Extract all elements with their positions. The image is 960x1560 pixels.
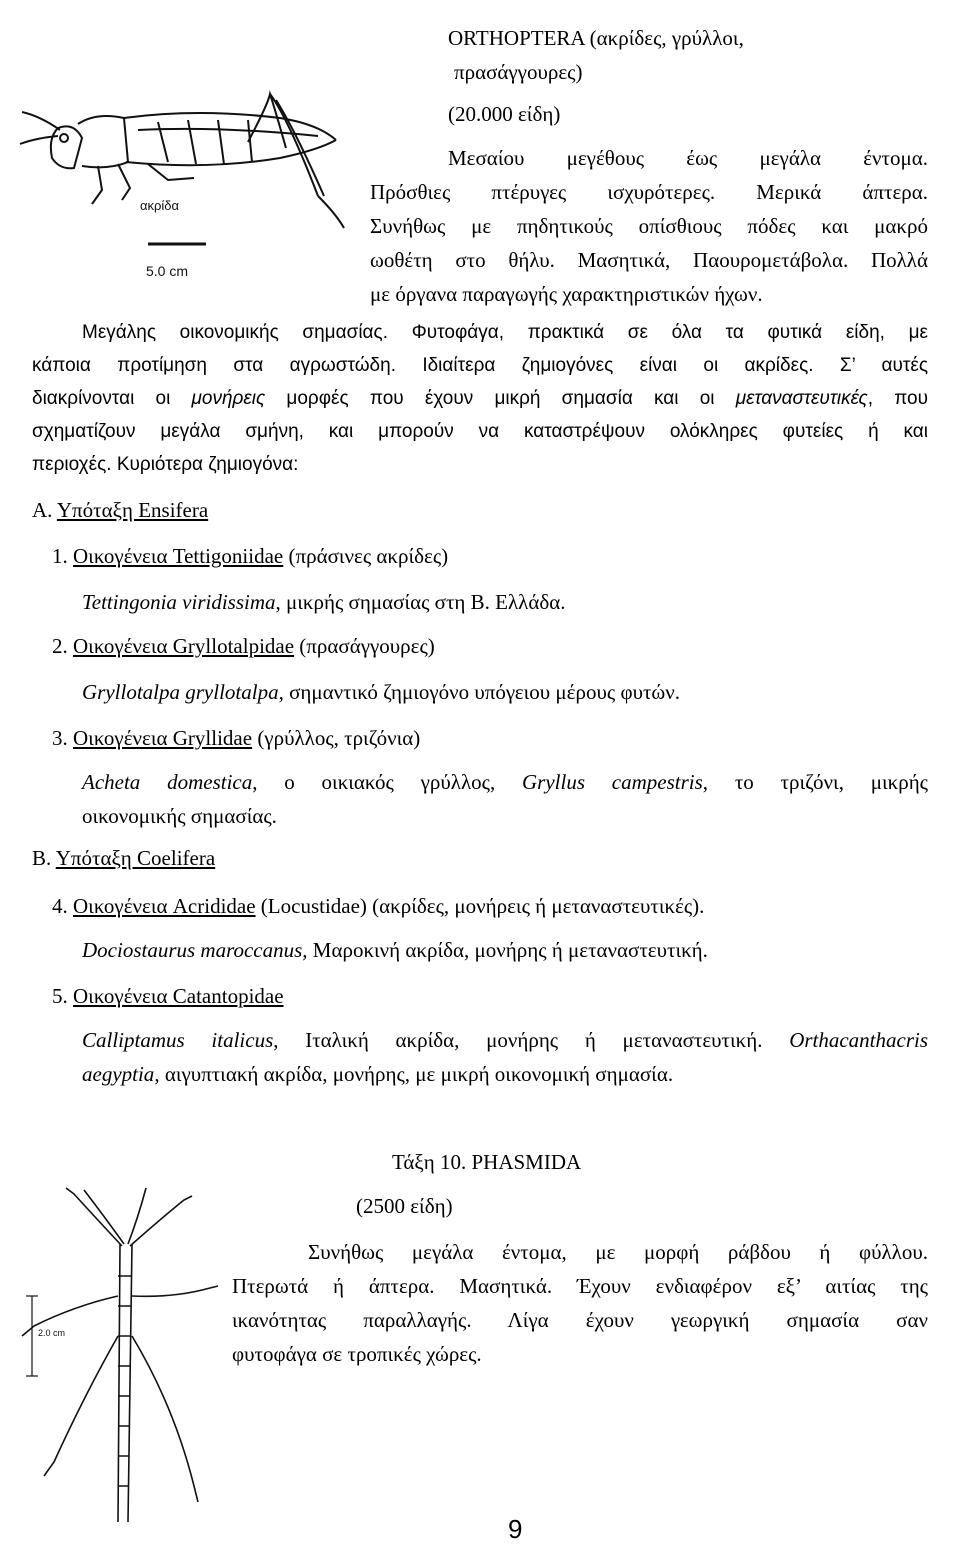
paragraph-line: περιοχές. Κυριότερα ζημιογόνα: [32,454,299,475]
phasmida-species-count: (2500 είδη) [356,1194,453,1218]
species-line: Calliptamus italicus, Ιταλική ακρίδα, μονήρης ή μεταναστευτική. Orthacanthacris [82,1028,929,1052]
phasmida-desc-line: φυτοφάγα σε τροπικές χώρες. [232,1342,482,1366]
paragraph-line: Μεγάλης οικονομικής σημασίας. Φυτοφάγα, πρακτικά σε όλα τα φυτικά είδη, με [82,322,928,343]
orthoptera-desc-line: Μεσαίου μεγέθους έως μεγάλα έντομα. [448,146,928,170]
figure-scale: 5.0 cm [146,263,189,279]
page-number: 9 [508,1514,523,1544]
grasshopper-figure [18,78,348,308]
family-heading: 4. Οικογένεια Acrididae (Locustidae) (ακρίδες, μονήρεις ή μεταναστευτικές). [52,894,705,918]
term-migratory: μεταναστευτικές [735,388,868,409]
suborder-b-heading: Β. Υπόταξη Coelifera [32,846,216,870]
phasmida-desc-line: Πτερωτά ή άπτερα. Μασητικά. Έχουν ενδιαφέρον εξ’ αιτίας της [232,1274,928,1298]
paragraph-line: διακρίνονται οι μονήρεις μορφές που έχουν μικρή σημασία και οι μεταναστευτικές, που [32,388,929,409]
family-heading: 2. Οικογένεια Gryllotalpidae (πρασάγγουρες) [52,634,435,658]
phasmida-title: Τάξη 10. PHASMIDA [392,1150,582,1174]
stick-insect-figure [14,1186,220,1526]
orthoptera-desc-line: ωοθέτη στο θήλυ. Μασητικά, Παουρομετάβολα. Πολλά [370,248,928,272]
figure-label: ακρίδα [140,198,180,213]
family-heading: 5. Οικογένεια Catantopidae [52,984,284,1008]
orthoptera-title-line2: πρασάγγουρες) [454,60,583,84]
figure-scale: 2.0 cm [38,1328,66,1338]
species-line: Tettingonia viridissima, μικρής σημασίας στη Β. Ελλάδα. [82,590,566,614]
phasmida-desc-line: Συνήθως μεγάλα έντομα, με μορφή ράβδου ή φύλλου. [308,1240,928,1264]
suborder-a-heading: Α. Υπόταξη Ensifera [32,498,209,522]
orthoptera-desc-line: με όργανα παραγωγής χαρακτηριστικών ήχων. [370,282,763,306]
species-line: Dociostaurus maroccanus, Μαροκινή ακρίδα, μονήρης ή μεταναστευτική. [82,938,708,962]
orthoptera-desc-line: Συνήθως με πηδητικούς οπίσθιους πόδες και μακρό [370,214,928,238]
term-solitary: μονήρεις [191,388,266,409]
orthoptera-desc-line: Πρόσθιες πτέρυγες ισχυρότερες. Μερικά άπτερα. [370,180,928,204]
phasmida-desc-line: ικανότητας παραλλαγής. Λίγα έχουν γεωργική σημασία σαν [232,1308,928,1332]
species-line: Acheta domestica, ο οικιακός γρύλλος, Gryllus campestris, το τριζόνι, μικρής [82,770,928,794]
species-line-cont: οικονομικής σημασίας. [82,804,277,828]
paragraph-line: κάποια προτίμηση στα αγρωστώδη. Ιδιαίτερα ζημιογόνες είναι οι ακρίδες. Σ’ αυτές [32,355,928,376]
family-heading: 3. Οικογένεια Gryllidae (γρύλλος, τριζόνια) [52,726,421,750]
family-heading: 1. Οικογένεια Tettigoniidae (πράσινες ακρίδες) [52,544,449,568]
species-line-cont: aegyptia, αιγυπτιακή ακρίδα, μονήρης, με μικρή οικονομική σημασία. [82,1062,674,1086]
paragraph-line: σχηματίζουν μεγάλα σμήνη, και μπορούν να καταστρέψουν ολόκληρες φυτείες ή και [32,421,928,442]
orthoptera-species-count: (20.000 είδη) [448,102,561,126]
species-line: Gryllotalpa gryllotalpa, σημαντικό ζημιογόνο υπόγειου μέρους φυτών. [82,680,680,704]
orthoptera-title-line1: ORTHOPTERA (ακρίδες, γρύλλοι, [448,26,744,50]
